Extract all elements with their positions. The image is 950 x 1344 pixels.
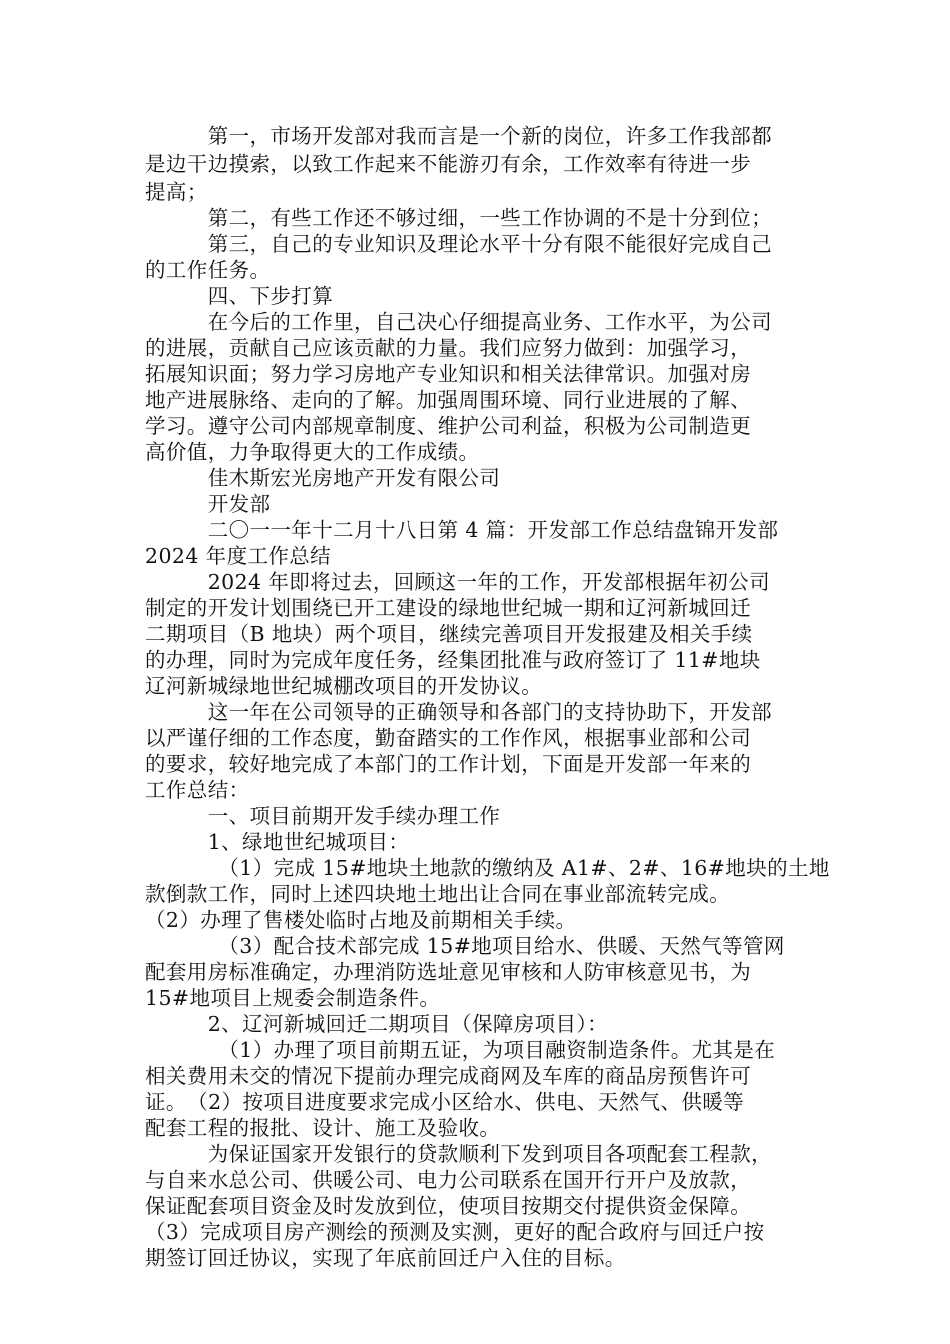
text-line: 是边干边摸索，以致工作起来不能游刃有余，工作效率有待进一步 [145, 152, 752, 176]
text-line: 以严谨仔细的工作态度，勤奋踏实的工作作风，根据事业部和公司 [145, 726, 752, 750]
subsection-heading: 2、辽河新城回迁二期项目（保障房项目）： [145, 1012, 608, 1036]
text-line: （1）办理了项目前期五证，为项目融资制造条件。尤其是在 [145, 1038, 776, 1062]
company-name: 佳木斯宏光房地产开发有限公司 [145, 466, 501, 490]
text-line: 与自来水总公司、供暖公司、电力公司联系在国开行开户及放款， [145, 1168, 752, 1192]
text-line: 学习。遵守公司内部规章制度、维护公司利益，积极为公司制造更 [145, 414, 752, 438]
text-line: 辽河新城绿地世纪城棚改项目的开发协议。 [145, 674, 543, 698]
text-line: 配套工程的报批、设计、施工及验收。 [145, 1116, 501, 1140]
text-line: 地产进展脉络、走向的了解。加强周围环境、同行业进展的了解、 [145, 388, 752, 412]
text-line: 二期项目（B 地块）两个项目，继续完善项目开发报建及相关手续 [145, 622, 753, 646]
text-line: 拓展知识面；努力学习房地产专业知识和相关法律常识。加强对房 [145, 362, 752, 386]
text-line: 证。 （2）按项目进度要求完成小区给水、供电、天然气、供暖等 [145, 1090, 745, 1114]
text-line: 第二，有些工作还不够过细，一些工作协调的不是十分到位； [145, 206, 772, 230]
text-line: （3）配合技术部完成 15#地项目给水、供暖、天然气等管网 [145, 934, 785, 958]
text-line: 工作总结： [145, 778, 250, 802]
text-line: 2024 年即将过去，回顾这一年的工作，开发部根据年初公司 [145, 570, 770, 594]
text-line: 保证配套项目资金及时发放到位，使项目按期交付提供资金保障。 [145, 1194, 752, 1218]
text-line: （3）完成项目房产测绘的预测及实测，更好的配合政府与回迁户按 [145, 1220, 765, 1244]
section-heading: 四、下步打算 [145, 284, 334, 308]
text-line: （1）完成 15#地块土地款的缴纳及 A1#、2#、16#地块的土地 [145, 856, 830, 880]
text-line: 第一，市场开发部对我而言是一个新的岗位，许多工作我部都 [145, 124, 772, 148]
text-line: 期签订回迁协议，实现了年底前回迁户入住的目标。 [145, 1246, 626, 1270]
text-line: 在今后的工作里，自己决心仔细提高业务、工作水平，为公司 [145, 310, 772, 334]
text-line: 15#地项目上规委会制造条件。 [145, 986, 441, 1010]
text-line: 款倒款工作，同时上述四块地土地出让合同在事业部流转完成。 [145, 882, 731, 906]
text-line: 高价值，力争取得更大的工作成绩。 [145, 440, 480, 464]
text-line: 相关费用未交的情况下提前办理完成商网及车库的商品房预售许可 [145, 1064, 752, 1088]
text-line: 的办理，同时为完成年度任务，经集团批准与政府签订了 11#地块 [145, 648, 761, 672]
text-line: 二〇一一年十二月十八日第 4 篇：开发部工作总结盘锦开发部 [145, 518, 779, 542]
text-line: 提高； [145, 180, 208, 204]
text-line: 第三，自己的专业知识及理论水平十分有限不能很好完成自己 [145, 232, 772, 256]
text-line: 这一年在公司领导的正确领导和各部门的支持协助下，开发部 [145, 700, 772, 724]
text-line: 配套用房标准确定，办理消防选址意见审核和人防审核意见书，为 [145, 960, 752, 984]
text-line: （2）办理了售楼处临时占地及前期相关手续。 [145, 908, 577, 932]
department-name: 开发部 [145, 492, 271, 516]
text-line: 的要求，较好地完成了本部门的工作计划，下面是开发部一年来的 [145, 752, 752, 776]
text-line: 2024 年度工作总结 [145, 544, 332, 568]
text-line: 的工作任务。 [145, 258, 271, 282]
text-line: 制定的开发计划围绕已开工建设的绿地世纪城一期和辽河新城回迁 [145, 596, 752, 620]
subsection-heading: 1、绿地世纪城项目： [145, 830, 410, 854]
text-line: 的进展，贡献自己应该贡献的力量。我们应努力做到：加强学习， [145, 336, 752, 360]
section-heading: 一、项目前期开发手续办理工作 [145, 804, 501, 828]
text-line: 为保证国家开发银行的贷款顺利下发到项目各项配套工程款， [145, 1142, 772, 1166]
